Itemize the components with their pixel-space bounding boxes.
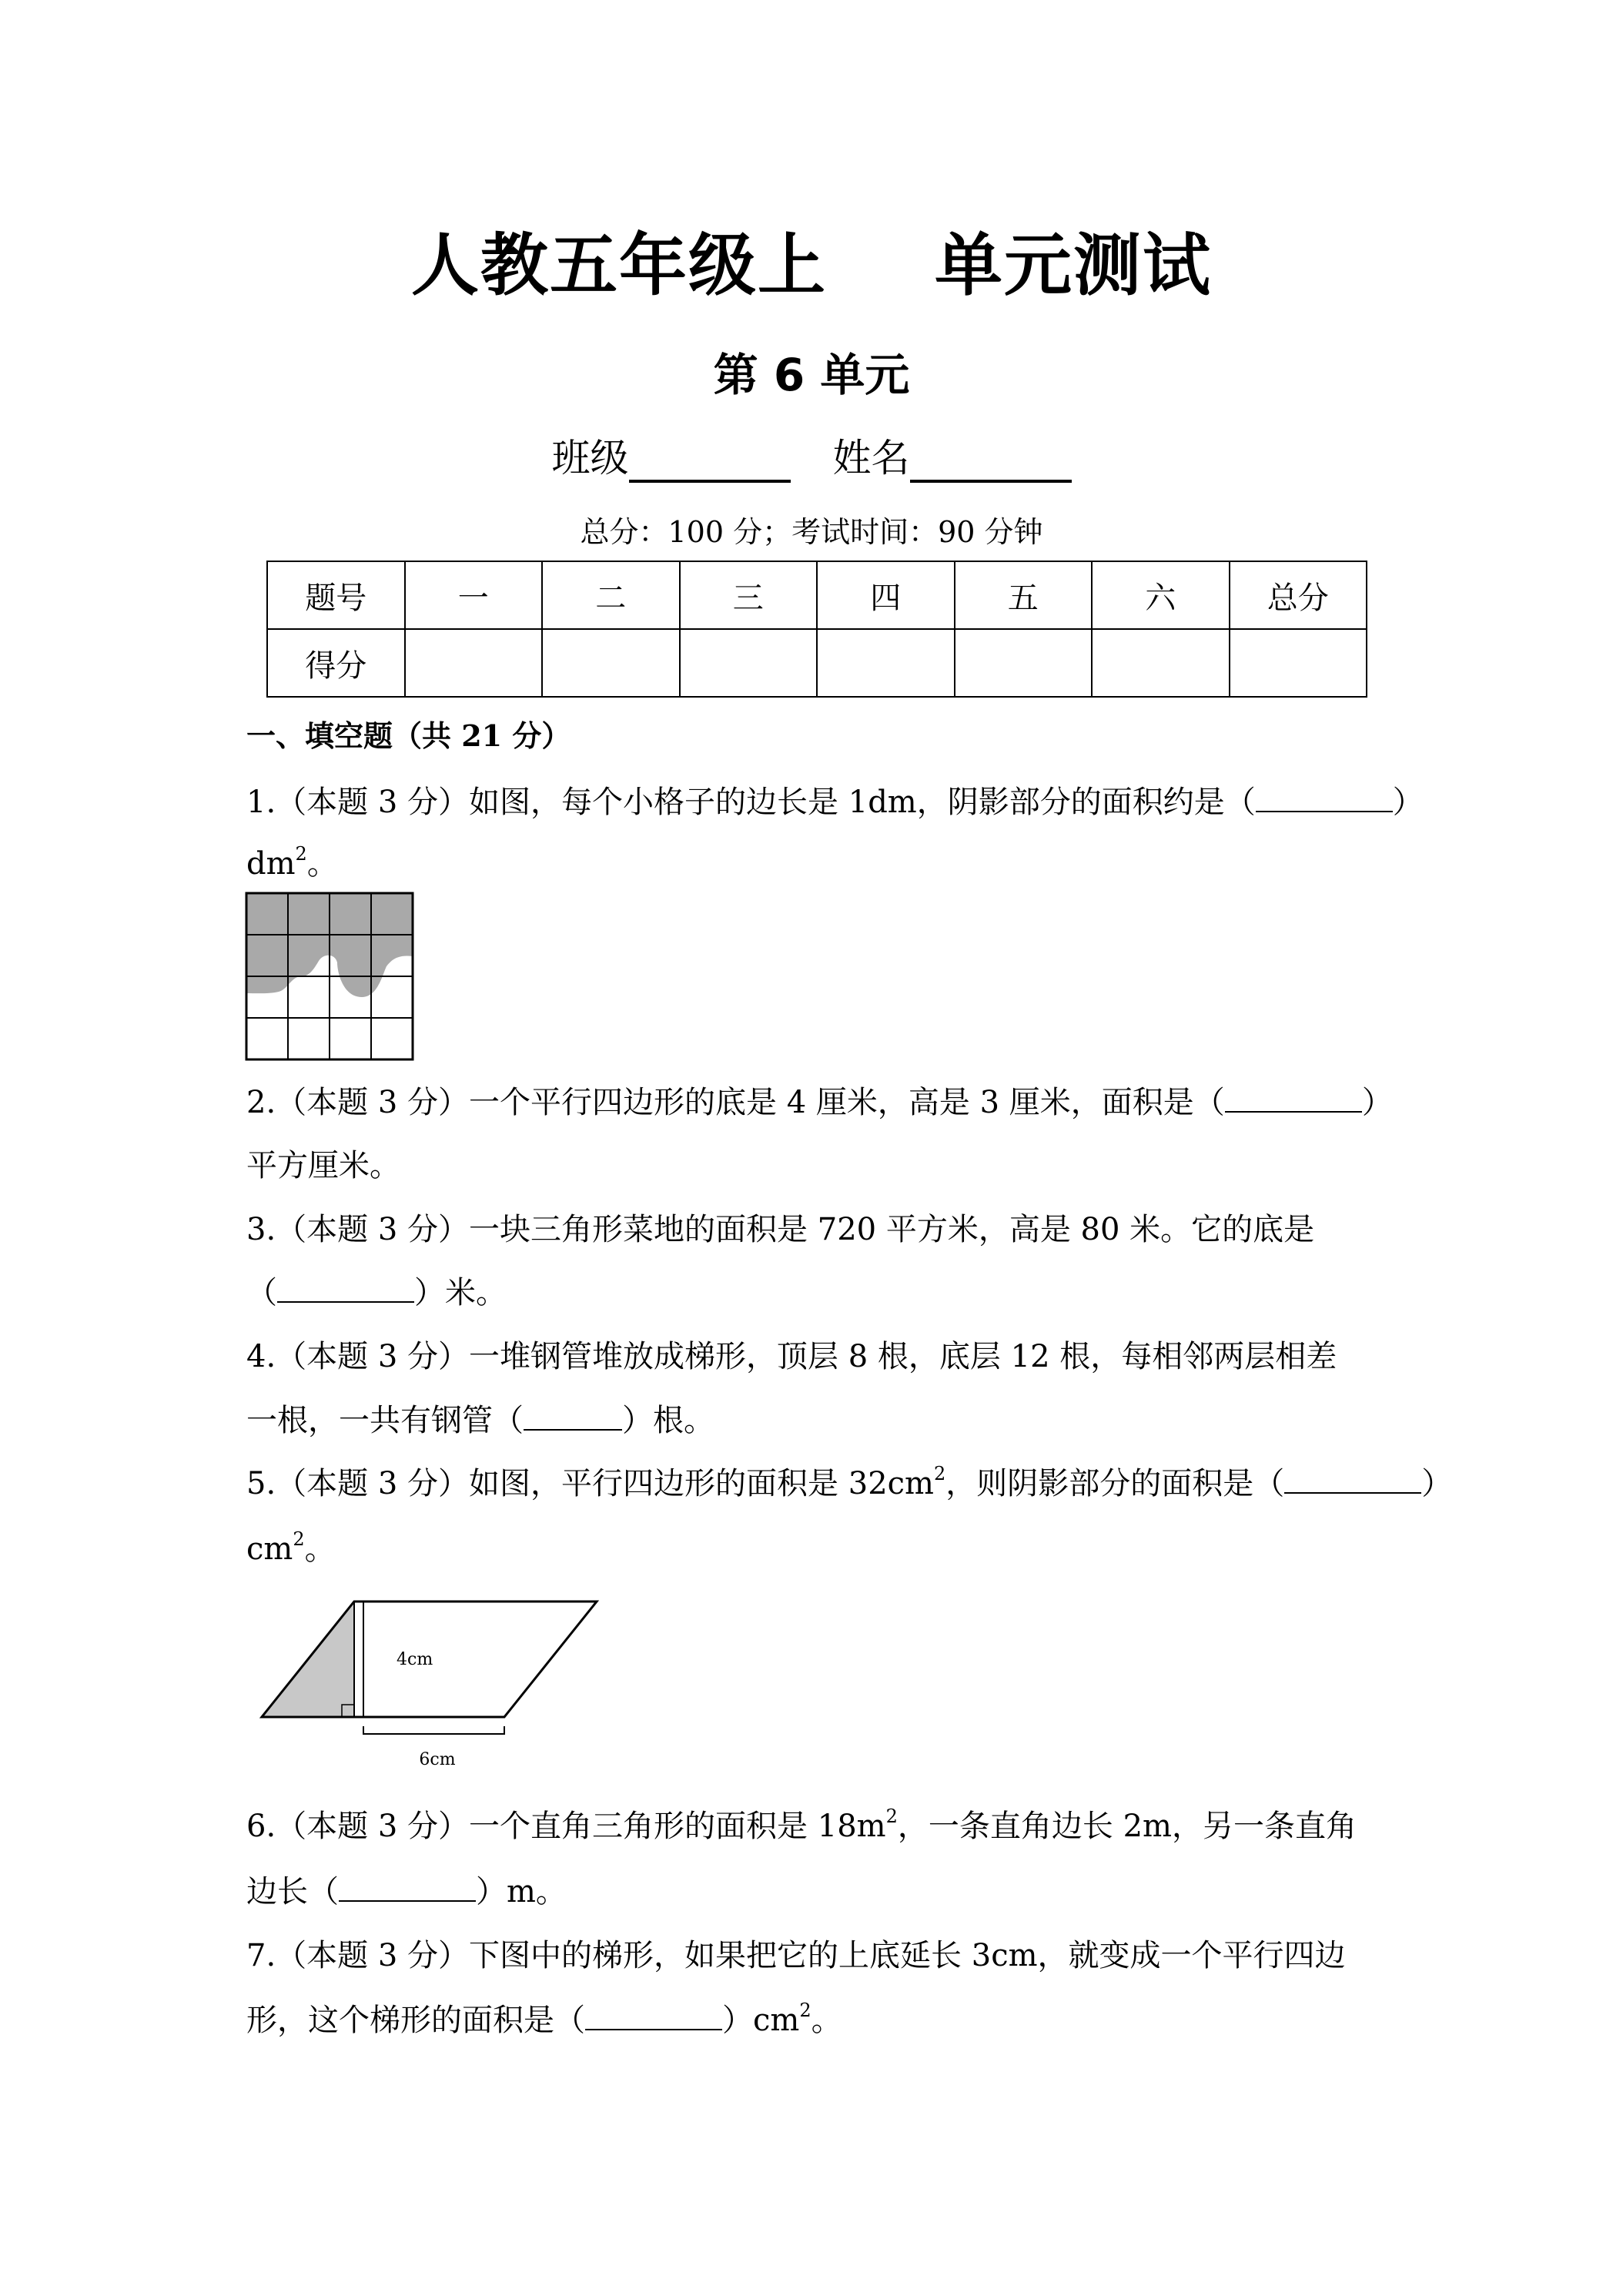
question-6-text: 6.（本题 3 分）一个直角三角形的面积是 18m <box>246 1809 886 1844</box>
question-3-line1 <box>246 1205 1314 1249</box>
shaded-grid-figure <box>246 893 413 1059</box>
question-4-text-2: 一根，一共有钢管（ <box>246 1403 524 1438</box>
question-6-text-2: ，一条直角边长 2m，另一条直角 <box>897 1809 1357 1844</box>
score-table-score-row <box>267 629 1367 697</box>
score-cell[interactable] <box>1230 629 1367 697</box>
score-header-cell: 四 <box>817 561 955 629</box>
question-4-unit: ）根。 <box>622 1403 714 1438</box>
answer-blank[interactable] <box>585 2004 722 2030</box>
score-cell[interactable] <box>680 629 818 697</box>
question-7-unit: ）cm <box>722 2003 800 2038</box>
title-left: 人教五年级上 <box>410 226 827 305</box>
class-blank[interactable] <box>629 440 791 483</box>
student-info <box>0 427 1623 483</box>
question-1-text: 1.（本题 3 分）如图，每个小格子的边长是 1dm，阴影部分的面积约是（ <box>246 785 1256 820</box>
question-2-line1 <box>246 1078 1393 1122</box>
unit-superscript: 2 <box>934 1463 946 1484</box>
period: 。 <box>811 2003 842 2038</box>
question-6-line2 <box>246 1867 567 1911</box>
score-header-cell: 六 <box>1092 561 1230 629</box>
score-header-cell: 一 <box>405 561 543 629</box>
unit-title: 第 6 单元 <box>713 349 910 401</box>
question-3-line2 <box>246 1268 507 1312</box>
question-1-line2 <box>246 839 338 883</box>
score-header-cell: 总分 <box>1230 561 1367 629</box>
score-row-label: 得分 <box>267 629 405 697</box>
question-4-text: 4.（本题 3 分）一堆钢管堆放成梯形，顶层 8 根，底层 12 根，每相邻两层相差 <box>246 1339 1337 1374</box>
name-blank[interactable] <box>910 440 1072 483</box>
question-4-line2 <box>246 1396 714 1440</box>
base-bracket <box>363 1726 504 1734</box>
score-table-header-row <box>267 561 1367 629</box>
score-header-cell: 五 <box>955 561 1093 629</box>
unit-text: dm <box>246 846 296 882</box>
score-cell[interactable] <box>405 629 543 697</box>
question-3-paren: （ <box>246 1275 277 1310</box>
question-2-line2 <box>246 1141 400 1185</box>
question-5-paren: ） <box>1421 1466 1453 1501</box>
question-7-line2 <box>246 1996 842 2040</box>
section-heading: 一、填空题（共 21 分） <box>246 718 571 753</box>
score-table <box>266 561 1367 698</box>
page-title <box>0 212 1623 309</box>
class-label: 班级 <box>551 436 629 480</box>
unit-superscript: 2 <box>885 1806 898 1827</box>
answer-blank[interactable] <box>1284 1468 1421 1494</box>
height-label: 4cm <box>397 1650 433 1669</box>
score-cell[interactable] <box>955 629 1093 697</box>
question-2-paren: ） <box>1361 1085 1393 1120</box>
question-2-text: 2.（本题 3 分）一个平行四边形的底是 4 厘米，高是 3 厘米，面积是（ <box>246 1085 1225 1120</box>
parallelogram-figure <box>254 1594 608 1771</box>
exam-meta: 总分：100 分；考试时间：90 分钟 <box>580 515 1043 549</box>
score-cell[interactable] <box>817 629 955 697</box>
question-7-text: 7.（本题 3 分）下图中的梯形，如果把它的上底延长 3cm，就变成一个平行四边 <box>246 1938 1346 1973</box>
score-header-cell: 三 <box>680 561 818 629</box>
question-5-line2 <box>246 1525 336 1568</box>
score-cell[interactable] <box>542 629 680 697</box>
base-label: 6cm <box>419 1750 456 1769</box>
answer-blank[interactable] <box>1256 786 1393 812</box>
question-3-unit: ）米。 <box>414 1275 507 1310</box>
question-1-line1 <box>246 778 1424 822</box>
question-2-unit: 平方厘米。 <box>246 1148 400 1183</box>
question-6-line1 <box>246 1802 1357 1846</box>
answer-blank[interactable] <box>524 1404 622 1431</box>
answer-blank[interactable] <box>1225 1086 1362 1113</box>
answer-blank[interactable] <box>277 1277 414 1303</box>
unit-superscript: 2 <box>293 1528 305 1550</box>
unit-superscript: 2 <box>799 2000 812 2021</box>
score-header-cell: 题号 <box>267 561 405 629</box>
question-5-line1 <box>246 1459 1452 1503</box>
question-6-unit: ）m。 <box>476 1874 567 1909</box>
period: 。 <box>306 846 338 882</box>
title-right: 单元测试 <box>935 226 1213 305</box>
question-5-text: 5.（本题 3 分）如图，平行四边形的面积是 32cm <box>246 1466 934 1501</box>
question-6-text-3: 边长（ <box>246 1874 339 1909</box>
period: 。 <box>304 1531 336 1567</box>
answer-blank[interactable] <box>339 1876 476 1902</box>
question-4-line1 <box>246 1332 1337 1376</box>
question-3-text: 3.（本题 3 分）一块三角形菜地的面积是 720 平方米，高是 80 米。它的底是 <box>246 1212 1315 1247</box>
question-7-line1 <box>246 1931 1346 1975</box>
score-cell[interactable] <box>1092 629 1230 697</box>
unit-text: cm <box>246 1531 293 1567</box>
unit-superscript: 2 <box>295 843 307 865</box>
question-7-text-2: 形，这个梯形的面积是（ <box>246 2003 585 2038</box>
name-label: 姓名 <box>832 436 910 480</box>
question-1-paren: ） <box>1392 785 1424 820</box>
question-5-text-2: ，则阴影部分的面积是（ <box>945 1466 1285 1501</box>
score-header-cell: 二 <box>542 561 680 629</box>
